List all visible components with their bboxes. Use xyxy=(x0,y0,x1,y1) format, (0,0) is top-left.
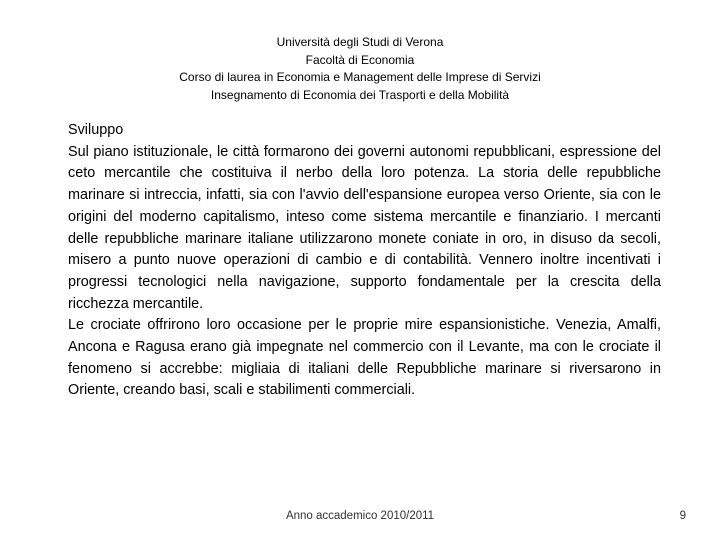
paragraph-2: Le crociate offrirono loro occasione per le proprie mire espansionistiche. Venezia, Amalfi, Ancona e Ragusa erano già impegnate nel commercio con il Levante, ma con le crociate il fenomeno si accrebbe: migliaia di italiani delle Repubbliche marinare si riversarono in Oriente, creando basi, scali e stabilimenti commerciali. xyxy=(68,317,661,399)
footer-academic-year: Anno accademico 2010/2011 xyxy=(285,510,435,522)
subject-name: Insegnamento di Economia dei Trasporti e della Mobilità xyxy=(210,87,510,102)
page-number: 9 xyxy=(679,510,686,522)
slide-header xyxy=(0,34,720,104)
university-name: Università degli Studi di Verona xyxy=(276,35,444,49)
faculty-name: Facoltà di Economia xyxy=(305,52,415,67)
paragraph-1: Sul piano istituzionale, le città formarono dei governi autonomi repubblicani, espressione del ceto mercantile che costituiva il nerbo della loro potenza. La storia delle repubbliche marinare si intreccia, infatti, sia con l'avvio dell'espansione europea verso Oriente, sia con le origini del moderno capitalismo, inteso come sistema mercantile e finanziario. I mercanti delle repubbliche marinare italiane utilizzarono monete coniate in oro, in disuso da secoli, misero a punto nuove operazioni di cambio e di contabilità. Vennero inoltre incentivati i progressi tecnologici nella navigazione, supporto fondamentale per la crescita della ricchezza mercantile. xyxy=(68,143,661,312)
section-heading: Sviluppo xyxy=(68,122,124,138)
course-name: Corso di laurea in Economia e Management delle Imprese di Servizi xyxy=(179,70,541,84)
slide-body xyxy=(68,120,661,402)
